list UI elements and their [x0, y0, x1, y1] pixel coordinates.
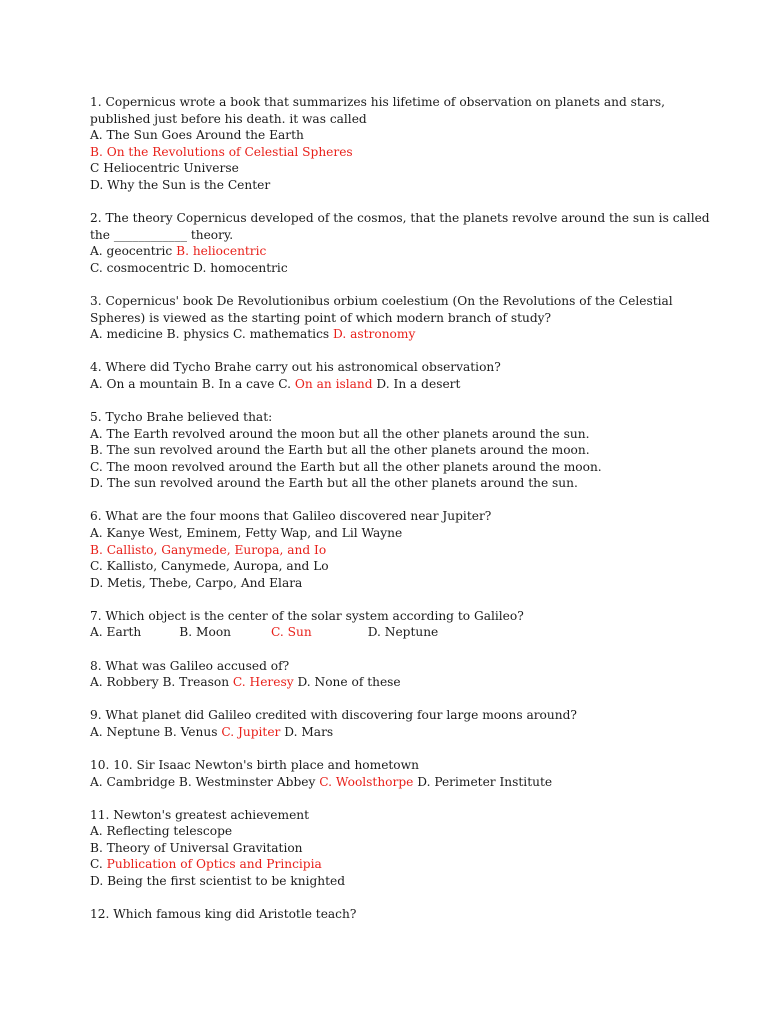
question-2 — [90, 210, 710, 276]
question-5-option-d: D. The sun revolved around the Earth but all the other planets around the sun. — [90, 476, 578, 491]
question-5-stem: 5. Tycho Brahe believed that: — [90, 409, 273, 424]
question-10-options-ab: A. Cambridge B. Westminster Abbey — [90, 774, 316, 789]
question-11-option-d: D. Being the first scientist to be knighted — [90, 873, 346, 888]
question-9-option-c-answer: C. Jupiter — [221, 724, 281, 739]
question-11-option-c-prefix: C. — [90, 857, 103, 872]
question-1-option-d: D. Why the Sun is the Center — [90, 177, 271, 192]
question-11 — [90, 807, 690, 890]
question-10-stem: 10. 10. Sir Isaac Newton's birth place and hometown — [90, 757, 419, 772]
question-9-stem: 9. What planet did Galileo credited with discovering four large moons around? — [90, 708, 577, 723]
question-5-option-c: C. The moon revolved around the Earth but all the other planets around the moon. — [90, 459, 602, 474]
question-10-option-d: D. Perimeter Institute — [417, 774, 553, 789]
question-9 — [90, 707, 690, 740]
question-1-stem-line-1: 1. Copernicus wrote a book that summarizes his lifetime of observation on planets and stars, — [90, 95, 666, 109]
question-2-option-a: A. geocentric — [90, 244, 173, 259]
question-7-option-c-answer: C. Sun — [271, 625, 312, 640]
question-7-options — [90, 624, 690, 641]
question-6 — [90, 508, 690, 591]
question-3-options-abc: A. medicine B. physics C. mathematics — [90, 327, 330, 342]
question-7-option-d: D. Neptune — [367, 625, 439, 640]
question-2-stem-line-1: 2. The theory Copernicus developed of the cosmos, that the planets revolve around the sun is called — [90, 211, 710, 226]
question-5 — [90, 409, 690, 492]
question-7-stem: 7. Which object is the center of the solar system according to Galileo? — [90, 608, 524, 623]
question-3-options — [90, 326, 690, 343]
question-4 — [90, 359, 690, 392]
question-8-option-c-answer: C. Heresy — [232, 675, 294, 690]
question-3-stem-line-2: Spheres) is viewed as the starting point of which modern branch of study? — [90, 310, 552, 325]
question-12-stem: 12. Which famous king did Aristotle teach? — [90, 907, 357, 922]
question-8-options-ab: A. Robbery B. Treason — [90, 675, 230, 690]
question-6-option-c: C. Kallisto, Canymede, Auropa, and Lo — [90, 559, 329, 574]
question-10 — [90, 757, 690, 790]
question-2-options-ab — [90, 243, 690, 260]
question-6-option-d: D. Metis, Thebe, Carpo, And Elara — [90, 575, 303, 590]
question-9-options-ab: A. Neptune B. Venus — [90, 724, 218, 739]
question-11-stem: 11. Newton's greatest achievement — [90, 807, 310, 822]
question-2-options-cd: C. cosmocentric D. homocentric — [90, 260, 288, 275]
question-3-stem-line-1: 3. Copernicus' book De Revolutionibus orbium coelestium (On the Revolutions of the Celestial — [90, 293, 673, 308]
quiz-document — [90, 94, 710, 939]
question-8-option-d: D. None of these — [297, 675, 401, 690]
question-11-option-b: B. Theory of Universal Gravitation — [90, 840, 303, 855]
question-7-option-b: B. Moon — [179, 625, 232, 640]
question-3-option-d-answer: D. astronomy — [333, 327, 416, 342]
question-5-option-a: A. The Earth revolved around the moon but all the other planets around the sun. — [90, 426, 590, 441]
question-4-options — [90, 376, 690, 393]
question-9-options — [90, 724, 690, 741]
question-3 — [90, 293, 690, 343]
question-2-option-b-answer: B. heliocentric — [176, 244, 267, 259]
question-6-option-b-answer: B. Callisto, Ganymede, Europa, and Io — [90, 542, 327, 557]
question-4-option-c-answer: On an island — [294, 376, 373, 391]
question-4-stem: 4. Where did Tycho Brahe carry out his astronomical observation? — [90, 360, 501, 375]
question-2-stem-line-2: the ____________ theory. — [90, 227, 234, 242]
question-4-option-d: D. In a desert — [376, 376, 461, 391]
question-10-options — [90, 774, 690, 791]
question-8-options — [90, 674, 690, 691]
question-10-option-c-answer: C. Woolsthorpe — [319, 774, 414, 789]
question-1-stem-line-2: published just before his death. it was called — [90, 111, 367, 126]
question-12 — [90, 906, 690, 923]
question-7 — [90, 608, 690, 641]
question-1-option-b-answer: B. On the Revolutions of Celestial Spheres — [90, 144, 353, 159]
question-8 — [90, 658, 690, 691]
question-6-option-a: A. Kanye West, Eminem, Fetty Wap, and Lil Wayne — [90, 525, 403, 540]
question-11-option-c-line — [90, 856, 690, 873]
question-11-option-c-answer: Publication of Optics and Principia — [106, 857, 322, 872]
question-11-option-a: A. Reflecting telescope — [90, 824, 233, 839]
question-6-stem: 6. What are the four moons that Galileo discovered near Jupiter? — [90, 509, 492, 524]
question-9-option-d: D. Mars — [284, 724, 334, 739]
question-1-option-a: A. The Sun Goes Around the Earth — [90, 128, 304, 143]
question-1-option-c: C Heliocentric Universe — [90, 161, 239, 176]
question-1 — [90, 94, 690, 194]
question-5-option-b: B. The sun revolved around the Earth but all the other planets around the moon. — [90, 443, 590, 458]
question-8-stem: 8. What was Galileo accused of? — [90, 658, 290, 673]
question-4-options-ab: A. On a mountain B. In a cave C. — [90, 376, 291, 391]
question-7-option-a: A. Earth — [90, 625, 142, 640]
